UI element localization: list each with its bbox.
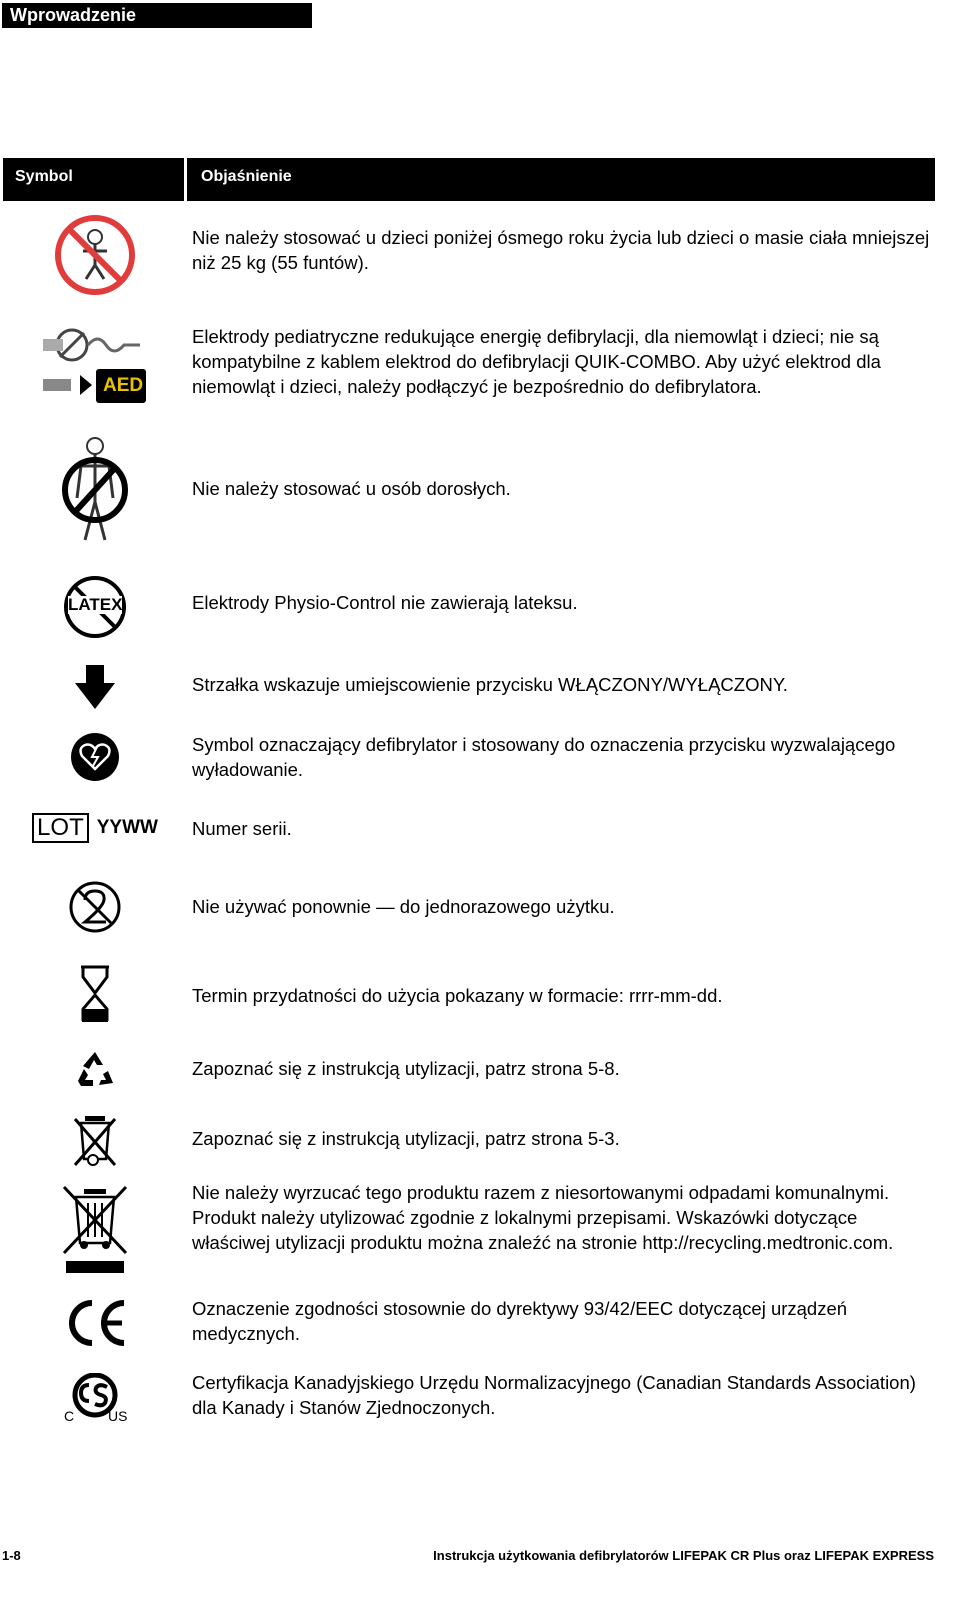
- table-row: [0, 808, 960, 848]
- yyww-label: YYWW: [96, 817, 158, 838]
- arrow-down-icon: [20, 662, 170, 712]
- table-row: [0, 662, 960, 712]
- table-row: [0, 432, 960, 544]
- table-row: [0, 318, 960, 408]
- hourglass-icon: [20, 964, 170, 1024]
- csa-mark-icon: [20, 1366, 170, 1428]
- table-row: [0, 878, 960, 936]
- table-row: [0, 1366, 960, 1428]
- row-text: Nie należy stosować u dzieci poniżej ósmego roku życia lub dzieci o masie ciała mniejszej niż 25 kg (55 funtów).: [192, 227, 930, 273]
- row-text: Zapoznać się z instrukcją utylizacji, patrz strona 5-3.: [192, 1128, 620, 1149]
- crossed-battery-bin-icon: [20, 1112, 170, 1168]
- no-children-icon: [20, 210, 170, 300]
- latex-label: LATEX: [68, 595, 123, 614]
- ce-mark-icon: [20, 1294, 170, 1352]
- page-number: 1-8: [2, 1548, 21, 1563]
- pediatric-electrodes-icon: [20, 318, 170, 408]
- row-text: Certyfikacja Kanadyjskiego Urzędu Normalizacyjnego (Canadian Standards Association) dla Kanady i Stanów Zjednoczonych.: [192, 1372, 916, 1418]
- table-row: [0, 1294, 960, 1352]
- no-adults-icon: [20, 432, 170, 544]
- row-text: Symbol oznaczający defibrylator i stosowany do oznaczenia przycisku wyzwalającego wyładowanie.: [192, 734, 896, 780]
- lot-icon: [20, 808, 170, 848]
- table-row: [0, 1180, 960, 1280]
- section-tab: Wprowadzenie: [2, 3, 312, 28]
- no-latex-icon: [20, 572, 170, 642]
- row-text: Nie należy wyrzucać tego produktu razem z niesortowanymi odpadami komunalnymi. Produkt należy utylizować zgodnie z lokalnymi przepisami. Wskazówki dotyczące właściwej utylizacji produktu można znaleźć na stronie http://recycling.medtronic.com.: [192, 1182, 894, 1253]
- table-row: [0, 964, 960, 1024]
- row-text: Nie używać ponownie — do jednorazowego użytku.: [192, 896, 615, 917]
- table-header: [3, 158, 935, 201]
- recycle-icon: [20, 1048, 170, 1090]
- row-text: Termin przydatności do użycia pokazany w formacie: rrrr-mm-dd.: [192, 985, 723, 1006]
- row-text: Elektrody Physio-Control nie zawierają lateksu.: [192, 592, 578, 613]
- row-text: Strzałka wskazuje umiejscowienie przycisku WŁĄCZONY/WYŁĄCZONY.: [192, 674, 788, 695]
- table-row: [0, 210, 960, 300]
- header-divider: [184, 158, 187, 201]
- table-row: [0, 1048, 960, 1090]
- lot-label: LOT: [32, 813, 89, 843]
- table-row: [0, 572, 960, 642]
- column-header-explanation: Objaśnienie: [201, 168, 292, 185]
- column-header-symbol: Symbol: [15, 168, 73, 185]
- row-text: Elektrody pediatryczne redukujące energię defibrylacji, dla niemowląt i dzieci; nie są kompatybilne z kablem elektrod do defibrylacji QUIK-COMBO. Aby użyć elektrod dla niemowląt i dzieci, należy podłączyć je bezpośrednio do defibrylatora.: [192, 326, 881, 397]
- do-not-reuse-icon: [20, 878, 170, 936]
- row-text: Zapoznać się z instrukcją utylizacji, patrz strona 5-8.: [192, 1058, 620, 1079]
- csa-us-label: US: [108, 1408, 128, 1424]
- shock-heart-icon: [20, 728, 170, 786]
- aed-label: AED: [103, 375, 144, 396]
- table-row: [0, 728, 960, 786]
- csa-c-label: C: [64, 1408, 75, 1424]
- document-title: Instrukcja użytkowania defibrylatorów LIFEPAK CR Plus oraz LIFEPAK EXPRESS: [433, 1548, 934, 1563]
- row-text: Nie należy stosować u osób dorosłych.: [192, 478, 511, 499]
- row-text: Oznaczenie zgodności stosownie do dyrektywy 93/42/EEC dotyczącej urządzeń medycznych.: [192, 1298, 848, 1344]
- row-text: Numer serii.: [192, 818, 292, 839]
- table-row: [0, 1112, 960, 1168]
- weee-bin-icon: [20, 1180, 170, 1280]
